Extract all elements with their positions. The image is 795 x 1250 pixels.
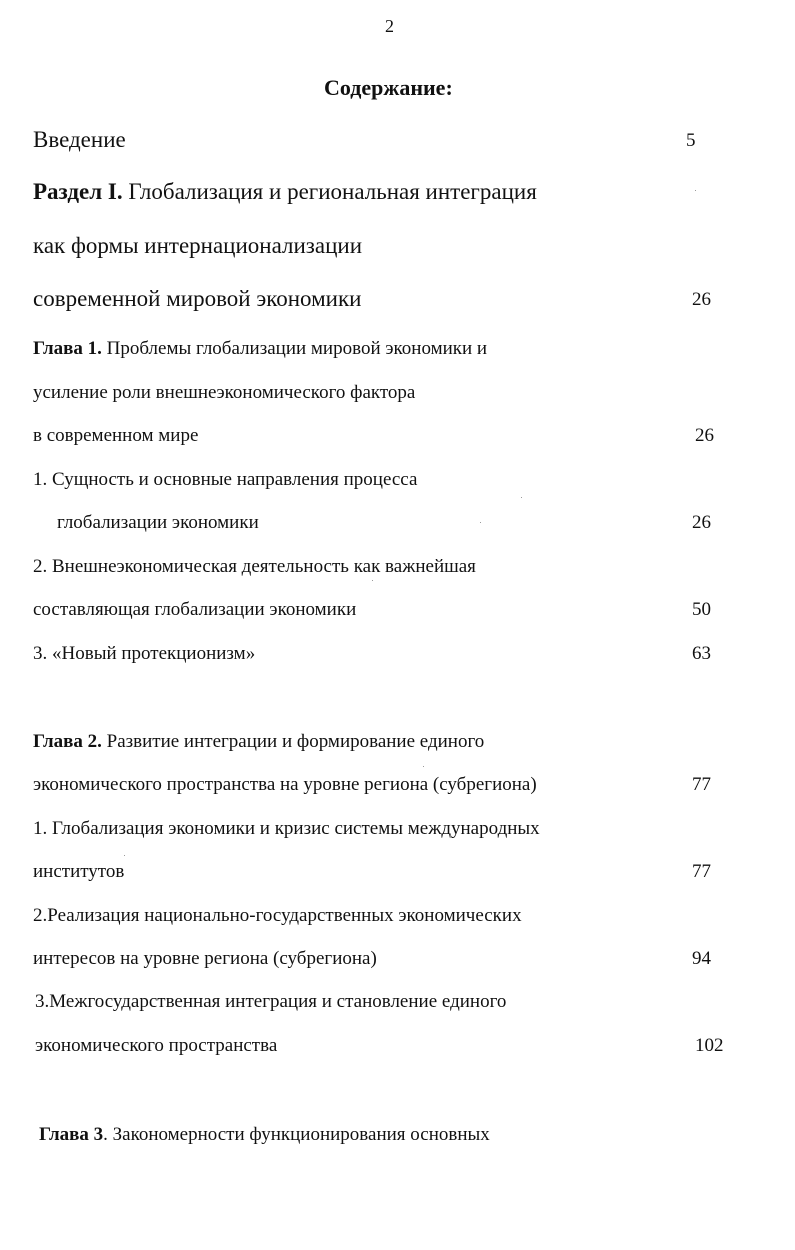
toc-intro-page: 5 — [686, 130, 696, 151]
toc-ch1-item1-page: 26 — [692, 512, 711, 533]
toc-ch1-item1-line2: глобализации экономики — [57, 512, 259, 533]
toc-ch2-item1-page: 77 — [692, 861, 711, 882]
toc-ch2-item3-line1: 3.Межгосударственная интеграция и становление единого — [35, 991, 507, 1012]
toc-ch2-item3-line2: экономического пространства — [35, 1035, 278, 1056]
toc-chapter3-line1 — [39, 1125, 490, 1144]
toc-chapter1-line2: усиление роли внешнеэкономического фактора — [33, 382, 416, 403]
toc-title: Содержание: — [324, 75, 453, 100]
toc-ch1-item3-page: 63 — [692, 643, 711, 664]
toc-section1-prefix: Раздел I. — [33, 179, 123, 204]
toc-chapter1-title: Проблемы глобализации мировой экономики и — [106, 338, 488, 359]
toc-chapter1-line1 — [33, 339, 487, 358]
toc-chapter3-prefix: Глава 3 — [39, 1124, 104, 1145]
scan-speck — [480, 522, 481, 523]
toc-chapter1-line3: в современном мире — [33, 425, 199, 446]
toc-ch2-item2-line2: интересов на уровне региона (субрегиона) — [33, 948, 377, 969]
toc-chapter2-prefix: Глава 2. — [33, 731, 102, 752]
toc-ch1-item3-line1: 3. «Новый протекционизм» — [33, 643, 256, 664]
toc-ch1-item2-page: 50 — [692, 599, 711, 620]
toc-section1-title: Глобализация и региональная интеграция — [128, 179, 537, 204]
scan-speck — [521, 497, 522, 498]
toc-ch2-item1-line2: институтов — [33, 861, 125, 882]
page-number: 2 — [385, 16, 394, 36]
toc-chapter2-page: 77 — [692, 774, 711, 795]
toc-intro-label: Введение — [33, 127, 126, 152]
toc-chapter1-prefix: Глава 1. — [33, 338, 102, 359]
toc-section1-line1 — [33, 180, 537, 203]
scan-speck — [372, 580, 373, 581]
toc-ch2-item1-line1: 1. Глобализация экономики и кризис системы международных — [33, 818, 540, 839]
toc-ch2-item3-page: 102 — [695, 1035, 724, 1056]
scan-speck — [124, 855, 125, 856]
toc-section1-page: 26 — [692, 289, 711, 310]
toc-chapter2-line1 — [33, 732, 484, 751]
toc-ch1-item2-line1: 2. Внешнеэкономическая деятельность как важнейшая — [33, 556, 476, 577]
scan-speck — [695, 190, 696, 191]
scan-speck — [423, 766, 424, 767]
toc-ch2-item2-line1: 2.Реализация национально-государственных экономических — [33, 905, 522, 926]
toc-section1-line2: как формы интернационализации — [33, 233, 363, 258]
toc-chapter1-page: 26 — [695, 425, 714, 446]
toc-chapter2-title: Развитие интеграции и формирование единого — [106, 731, 485, 752]
toc-ch1-item2-line2: составляющая глобализации экономики — [33, 599, 357, 620]
toc-ch1-item1-line1: 1. Сущность и основные направления процесса — [33, 469, 418, 490]
toc-chapter3-title: . Закономерности функционирования основных — [103, 1124, 490, 1145]
toc-ch2-item2-page: 94 — [692, 948, 711, 969]
toc-chapter2-line2: экономического пространства на уровне региона (субрегиона) — [33, 774, 537, 795]
toc-section1-line3: современной мировой экономики — [33, 286, 362, 311]
